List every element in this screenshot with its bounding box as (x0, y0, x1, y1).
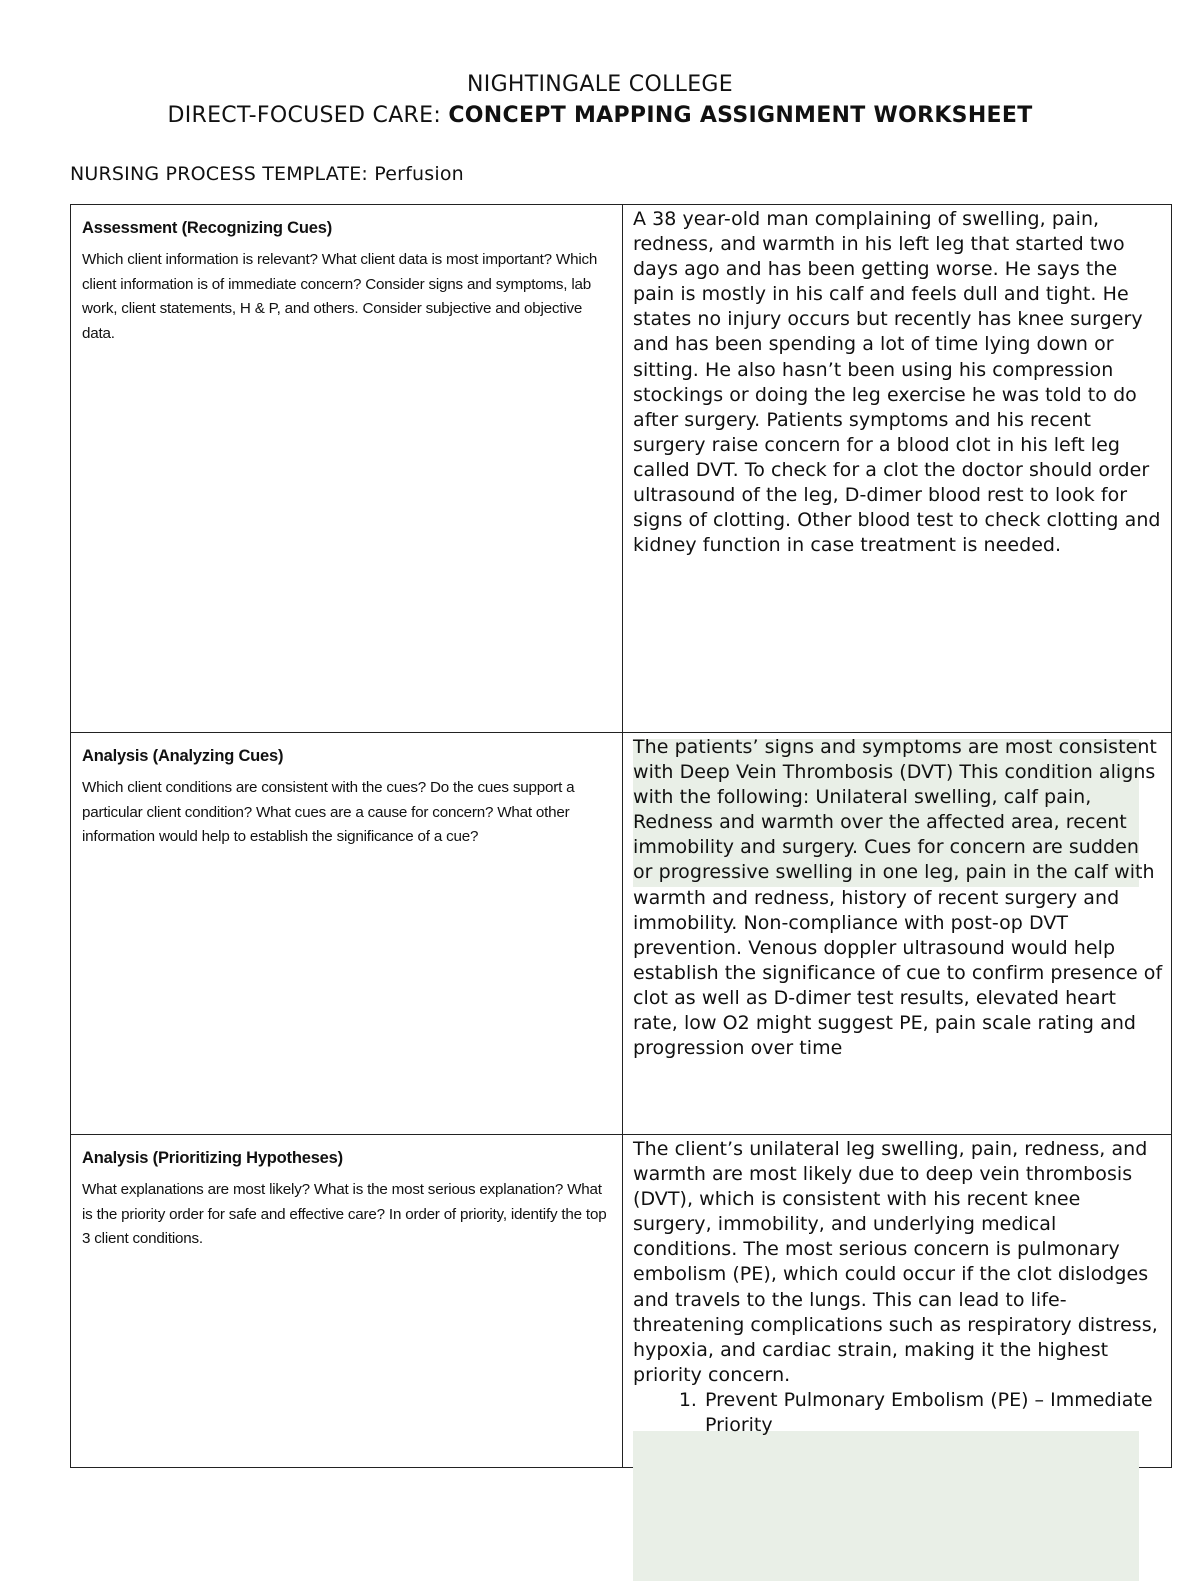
prompt-cell (71, 205, 623, 733)
section-description: What explanations are most likely? What is the most serious explanation? What is the priority order for safe and effective care? In order of priority, identify the top 3 client conditions. (82, 1181, 607, 1247)
text-highlight (633, 1431, 1139, 1581)
answer-cell[interactable] (623, 205, 1172, 733)
answer-text: The client’s unilateral leg swelling, pain, redness, and warmth are most likely due to deep vein thrombosis (DVT), which is consistent with his recent knee surgery, immobility, and underlying medical conditions. The most serious concern is pulmonary embolism (PE), which could occur if the clot dislodges and travels to the lungs. This can lead to life-threatening complications such as respiratory distress, hypoxia, and cardiac strain, making it the highest priority concern. (633, 1138, 1158, 1386)
worksheet-title (0, 100, 1200, 132)
answer-cell[interactable] (623, 1135, 1172, 1468)
worksheet-title-bold: CONCEPT MAPPING ASSIGNMENT WORKSHEET (448, 103, 1033, 128)
table-row-prioritizing (71, 1135, 1172, 1468)
priority-item: 1. Prevent Pulmonary Embolism (PE) – Immediate Priority (703, 1388, 1163, 1438)
prompt-cell (71, 733, 623, 1135)
nursing-process-table (70, 204, 1172, 1468)
worksheet-title-prefix: DIRECT-FOCUSED CARE: (167, 103, 449, 128)
priority-list (633, 1388, 1163, 1438)
template-label: NURSING PROCESS TEMPLATE: Perfusion (70, 163, 464, 185)
section-title: Assessment (Recognizing Cues) (82, 219, 333, 237)
section-description: Which client conditions are consistent with the cues? Do the cues support a particular client condition? What cues are a cause for concern? What other information would help to establish the significance of a cue? (82, 779, 575, 845)
section-title: Analysis (Prioritizing Hypotheses) (82, 1149, 343, 1167)
answer-cell[interactable] (623, 733, 1172, 1135)
table-row-assessment (71, 205, 1172, 733)
table-row-analyzing-cues (71, 733, 1172, 1135)
answer-text: A 38 year-old man complaining of swelling, pain, redness, and warmth in his left leg that started two days ago and has been getting worse. He says the pain is mostly in his calf and feels dull and tight. He states no injury occurs but recently has knee surgery and has been spending a lot of time lying down or sitting. He also hasn’t been using his compression stockings or doing the leg exercise he was told to do after surgery. Patients symptoms and his recent surgery raise concern for a blood clot in his left leg called DVT. To check for a clot the doctor should order ultrasound of the leg, D-dimer blood rest to look for signs of clotting. Other blood test to check clotting and kidney function in case treatment is needed. (633, 208, 1161, 557)
document-header (0, 70, 1200, 132)
prompt-cell (71, 1135, 623, 1468)
answer-text: The patients’ signs and symptoms are most consistent with Deep Vein Thrombosis (DVT) This condition aligns with the following: Unilateral swelling, calf pain, Redness and warmth over the affected area, recent immobility and surgery. Cues for concern are sudden or progressive swelling in one leg, pain in the calf with warmth and redness, history of recent surgery and immobility. Non-compliance with post-op DVT prevention. Venous doppler ultrasound would help establish the significance of cue to confirm presence of clot as well as D-dimer test results, elevated heart rate, low O2 might suggest PE, pain scale rating and progression over time (633, 736, 1163, 1060)
section-title: Analysis (Analyzing Cues) (82, 747, 284, 765)
section-description: Which client information is relevant? What client data is most important? Which client information is of immediate concern? Consider signs and symptoms, lab work, client statements, H & P, and others. Consider subjective and objective data. (82, 251, 598, 342)
college-name: NIGHTINGALE COLLEGE (467, 72, 733, 97)
